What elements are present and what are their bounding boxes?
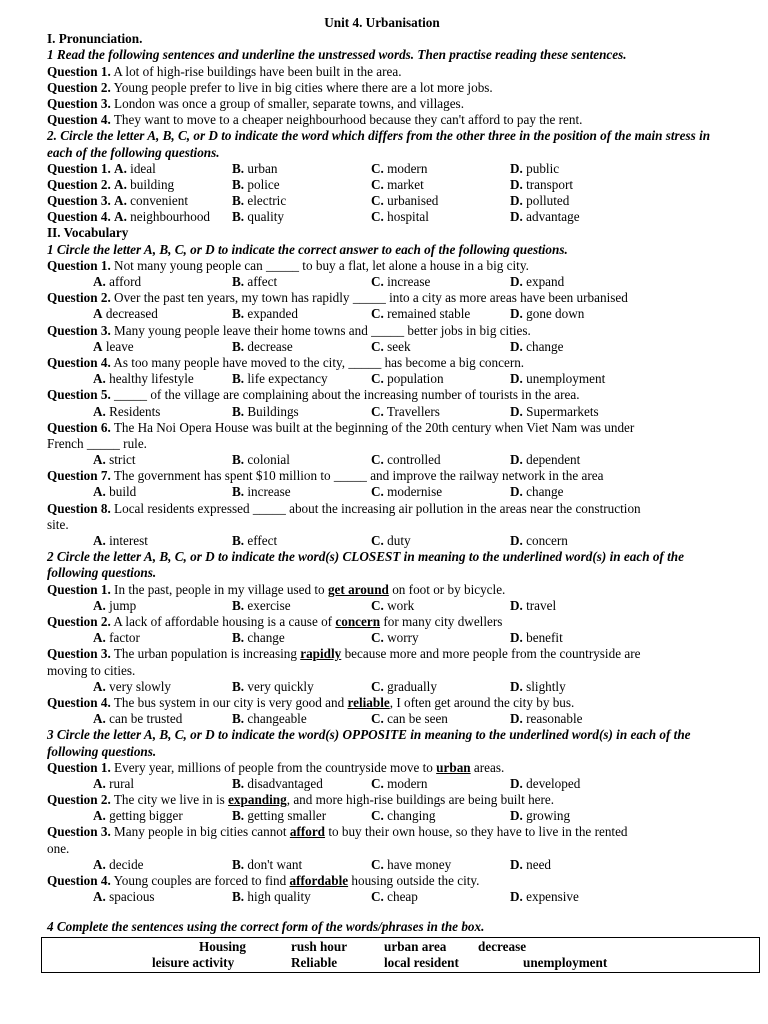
- option-d: D. Supermarkets: [510, 403, 599, 419]
- question-number: Question 4.: [47, 209, 111, 225]
- question-text: The urban population is increasing: [113, 646, 301, 662]
- question-line: [47, 290, 717, 306]
- question-line: [47, 760, 717, 776]
- option-c: C. duty: [371, 533, 411, 549]
- option-b: B. effect: [232, 533, 278, 549]
- question-number: Question 1.: [47, 759, 111, 775]
- question-text: The city we live in is: [113, 792, 229, 808]
- option-a: A. rural: [93, 775, 135, 791]
- question-number: Question 7.: [47, 468, 111, 484]
- option-b: B. police: [232, 176, 280, 192]
- question-text: A lack of affordable housing is a cause of: [113, 614, 336, 629]
- word-box-item: Housing: [199, 938, 246, 954]
- option-b: B. Buildings: [232, 403, 299, 419]
- question-number: Question 3.: [47, 95, 111, 111]
- option-b: B. colonial: [232, 452, 290, 468]
- options-row: [47, 306, 717, 322]
- option-a: A. spacious: [93, 889, 155, 905]
- underlined-word: expanding: [228, 792, 287, 808]
- options-row: [47, 484, 717, 500]
- question-line: [47, 695, 717, 711]
- question-line: [47, 96, 717, 112]
- option-b: B. exercise: [232, 597, 291, 613]
- option-c: C. controlled: [371, 452, 441, 468]
- option-c: C. remained stable: [371, 306, 471, 322]
- word-box-item: urban area: [384, 938, 447, 954]
- options-row: [47, 889, 717, 905]
- option-d: D. polluted: [510, 193, 570, 209]
- option-c: C. market: [371, 176, 424, 192]
- question-number: Question 3.: [47, 193, 111, 209]
- option-a: A. ideal: [114, 160, 156, 176]
- question-text: A lot of high-rise buildings have been built in the area.: [113, 63, 402, 79]
- option-d: D. expand: [510, 274, 565, 290]
- question-number: Question 8.: [47, 500, 111, 516]
- option-c: C. hospital: [371, 209, 429, 225]
- options-row: [47, 533, 717, 549]
- word-box-item: unemployment: [523, 954, 608, 970]
- options-row: [47, 776, 717, 792]
- question-text: The bus system in our city is very good and: [113, 694, 348, 710]
- option-a: A decreased: [93, 306, 158, 322]
- option-d: D. slightly: [510, 678, 566, 694]
- options-row: [47, 404, 717, 420]
- question-line: [47, 646, 717, 662]
- question-line: [47, 873, 717, 889]
- question-text: Young people prefer to live in big cities where there are a lot more jobs.: [113, 79, 493, 95]
- option-d: D. reasonable: [510, 711, 583, 727]
- word-box-item: leisure activity: [152, 954, 235, 970]
- opposite-meaning-questions: [47, 760, 717, 906]
- question-number: [47, 161, 156, 177]
- question-text: Not many young people can _____ to buy a flat, let alone a house in a big city.: [114, 257, 529, 273]
- task-instruction: 2 Circle the letter A, B, C, or D to indicate the word(s) CLOSEST in meaning to the underlined word(s) in each of the following questions.: [47, 549, 684, 581]
- question-text: Over the past ten years, my town has rapidly _____ into a city as more areas have been urbanised: [114, 290, 628, 306]
- option-c: C. gradually: [371, 678, 437, 694]
- question-text: housing outside the city.: [348, 873, 480, 889]
- option-b: B. getting smaller: [232, 808, 327, 824]
- question-line: [47, 792, 717, 808]
- question-number: Question 2.: [47, 79, 111, 95]
- question-number: Question 4.: [47, 112, 111, 128]
- options-row: [47, 598, 717, 614]
- question-line: [47, 209, 717, 225]
- question-line: [47, 468, 717, 484]
- question-text: Every year, millions of people from the countryside move to: [114, 759, 437, 775]
- question-line: [47, 614, 717, 630]
- option-c: C. can be seen: [371, 711, 448, 727]
- task-instruction: 4 Complete the sentences using the correct form of the words/phrases in the box.: [47, 919, 485, 935]
- option-a: A. convenient: [114, 193, 189, 209]
- option-b: B. expanded: [232, 306, 298, 322]
- underlined-word: rapidly: [300, 646, 342, 662]
- option-a: A leave: [93, 338, 134, 354]
- option-d: D. change: [510, 484, 564, 500]
- option-c: C. urbanised: [371, 193, 439, 209]
- word-box-item: Reliable: [291, 954, 338, 970]
- underlined-word: get around: [327, 581, 389, 597]
- option-b: B. decrease: [232, 338, 293, 354]
- option-d: D. travel: [510, 597, 557, 613]
- task-instruction: 1 Read the following sentences and underline the unstressed words. Then practise reading these sentences.: [47, 47, 627, 63]
- question-number: Question 2.: [47, 614, 111, 629]
- question-line: [47, 112, 717, 128]
- question-number: [47, 193, 188, 209]
- options-row: [47, 711, 717, 727]
- option-d: D. gone down: [510, 306, 585, 322]
- question-text-cont: site.: [47, 516, 69, 532]
- option-a: A. Residents: [93, 403, 161, 419]
- options-row: [47, 274, 717, 290]
- question-text: As too many people have moved to the city, _____ has become a big concern.: [113, 354, 525, 370]
- question-text: The Ha Noi Opera House was built at the beginning of the 20th century when Viet Nam was under: [113, 419, 635, 435]
- pronunciation-sentences: [47, 64, 717, 129]
- option-d: D. public: [510, 160, 560, 176]
- option-b: B. affect: [232, 274, 278, 290]
- option-a: A. build: [93, 484, 137, 500]
- word-box-item: local resident: [384, 954, 459, 970]
- question-number: Question 1.: [47, 257, 111, 273]
- page-title: Unit 4. Urbanisation: [324, 15, 440, 30]
- underlined-word: urban: [436, 759, 471, 775]
- option-b: B. change: [232, 630, 285, 646]
- underlined-word: reliable: [347, 694, 390, 710]
- question-line: [47, 355, 717, 371]
- question-text-cont: one.: [47, 840, 70, 856]
- question-number: Question 2.: [47, 176, 111, 192]
- question-text: , I often get around the city by bus.: [389, 694, 575, 710]
- option-a: A. neighbourhood: [114, 209, 211, 225]
- question-text: Local residents expressed _____ about the increasing air pollution in the areas near the construction: [114, 500, 641, 516]
- option-c: C. modern: [371, 775, 428, 791]
- underlined-word: concern: [335, 614, 381, 629]
- question-line: [47, 177, 717, 193]
- task-instruction: 2. Circle the letter A, B, C, or D to indicate the word which differs from the other three in the position of the main stress in each of the following questions.: [47, 128, 711, 160]
- question-number: Question 3.: [47, 824, 111, 840]
- option-a: A. jump: [93, 597, 137, 613]
- option-d: D. advantage: [510, 209, 580, 225]
- option-b: B. very quickly: [232, 678, 314, 694]
- worksheet: [47, 15, 717, 973]
- option-a: A. can be trusted: [93, 711, 183, 727]
- question-line: [47, 824, 717, 840]
- section-heading: II. Vocabulary: [47, 225, 129, 241]
- option-a: A. interest: [93, 533, 148, 549]
- option-d: D. need: [510, 856, 552, 872]
- question-line: [47, 387, 717, 403]
- question-text: _____ of the village are complaining about the increasing number of tourists in the area.: [114, 387, 580, 403]
- option-d: D. transport: [510, 176, 574, 192]
- question-text-cont: French _____ rule.: [47, 435, 147, 451]
- question-number: Question 1.: [47, 581, 111, 597]
- options-row: [47, 452, 717, 468]
- vocabulary-questions: [47, 258, 717, 549]
- option-b: B. don't want: [232, 856, 303, 872]
- question-line: [47, 582, 717, 598]
- underlined-word: affordable: [289, 873, 349, 889]
- option-d: D. change: [510, 338, 564, 354]
- option-c: C. modern: [371, 160, 428, 176]
- option-c: C. increase: [371, 274, 431, 290]
- option-c: C. cheap: [371, 889, 418, 905]
- question-text: , and more high-rise buildings are being built here.: [286, 792, 555, 808]
- word-box: [41, 937, 760, 973]
- question-number: Question 1.: [47, 63, 111, 79]
- question-text: areas.: [470, 759, 505, 775]
- option-a: A. very slowly: [93, 678, 172, 694]
- question-text: London was once a group of smaller, separate towns, and villages.: [114, 95, 464, 111]
- option-a: A. strict: [93, 452, 136, 468]
- question-number: Question 1.: [47, 160, 111, 176]
- option-c: C. modernise: [371, 484, 443, 500]
- option-a: A. decide: [93, 856, 144, 872]
- question-text: Many young people leave their home towns and _____ better jobs in big cities.: [114, 322, 531, 338]
- option-a: A. getting bigger: [93, 808, 183, 824]
- question-line: [47, 323, 717, 339]
- question-number: Question 3.: [47, 322, 111, 338]
- option-d: D. concern: [510, 533, 568, 549]
- question-text: Young couples are forced to find: [113, 873, 290, 889]
- option-c: C. seek: [371, 338, 411, 354]
- option-d: D. benefit: [510, 630, 563, 646]
- word-box-item: decrease: [478, 938, 527, 954]
- option-c: C. Travellers: [371, 403, 440, 419]
- task-instruction: 1 Circle the letter A, B, C, or D to indicate the correct answer to each of the following questions.: [47, 241, 568, 257]
- options-row: [47, 371, 717, 387]
- question-number: Question 2.: [47, 290, 111, 306]
- section-heading: I. Pronunciation.: [47, 31, 143, 47]
- question-text: Many people in big cities cannot: [114, 824, 290, 840]
- option-b: B. life expectancy: [232, 371, 328, 387]
- option-b: B. urban: [232, 160, 278, 176]
- option-c: C. worry: [371, 630, 419, 646]
- option-b: B. quality: [232, 209, 285, 225]
- question-number: [47, 177, 174, 193]
- question-number: Question 2.: [47, 792, 111, 808]
- question-line: [47, 80, 717, 96]
- options-row: [47, 630, 717, 646]
- question-number: Question 4.: [47, 354, 111, 370]
- question-line: [47, 501, 717, 517]
- option-c: C. work: [371, 597, 415, 613]
- question-text: They want to move to a cheaper neighbourhood because they can't afford to pay the rent.: [113, 112, 583, 128]
- closest-meaning-questions: [47, 582, 717, 728]
- question-number: Question 4.: [47, 694, 111, 710]
- option-d: D. unemployment: [510, 371, 606, 387]
- question-text: on foot or by bicycle.: [388, 581, 506, 597]
- option-a: A. afford: [93, 274, 142, 290]
- question-line: [47, 258, 717, 274]
- options-row: [47, 679, 717, 695]
- option-c: C. changing: [371, 808, 436, 824]
- option-a: A. factor: [93, 630, 140, 646]
- question-line: [47, 161, 717, 177]
- question-text: for many city dwellers: [380, 614, 503, 629]
- option-c: C. population: [371, 371, 444, 387]
- option-b: B. electric: [232, 193, 287, 209]
- question-number: Question 6.: [47, 419, 111, 435]
- word-box-item: rush hour: [291, 938, 348, 954]
- option-b: B. disadvantaged: [232, 775, 323, 791]
- question-text: In the past, people in my village used to: [114, 581, 328, 597]
- option-a: A. building: [114, 176, 175, 192]
- question-line: [47, 64, 717, 80]
- question-number: Question 4.: [47, 873, 111, 889]
- option-d: D. dependent: [510, 452, 581, 468]
- task-instruction: 3 Circle the letter A, B, C, or D to indicate the word(s) OPPOSITE in meaning to the underlined word(s) in each of the following questions.: [47, 727, 691, 759]
- options-row: [47, 339, 717, 355]
- option-c: C. have money: [371, 856, 452, 872]
- option-a: A. healthy lifestyle: [93, 371, 194, 387]
- options-row: [47, 808, 717, 824]
- question-line: [47, 193, 717, 209]
- option-b: B. changeable: [232, 711, 307, 727]
- question-text: The government has spent $10 million to _____ and improve the railway network in the area: [113, 468, 604, 484]
- option-d: D. growing: [510, 808, 571, 824]
- options-row: [47, 857, 717, 873]
- question-text: to buy their own house, so they have to live in the rented: [325, 824, 628, 840]
- option-d: D. expensive: [510, 889, 579, 905]
- option-b: B. increase: [232, 484, 291, 500]
- option-b: B. high quality: [232, 889, 311, 905]
- question-line: [47, 420, 717, 436]
- underlined-word: afford: [289, 824, 326, 840]
- stress-questions: [47, 161, 717, 226]
- question-text: because more and more people from the countryside are: [341, 646, 641, 662]
- question-number: Question 3.: [47, 646, 111, 662]
- question-number: Question 5.: [47, 387, 111, 403]
- option-d: D. developed: [510, 775, 581, 791]
- question-text-cont: moving to cities.: [47, 662, 136, 678]
- question-number: [47, 209, 210, 225]
